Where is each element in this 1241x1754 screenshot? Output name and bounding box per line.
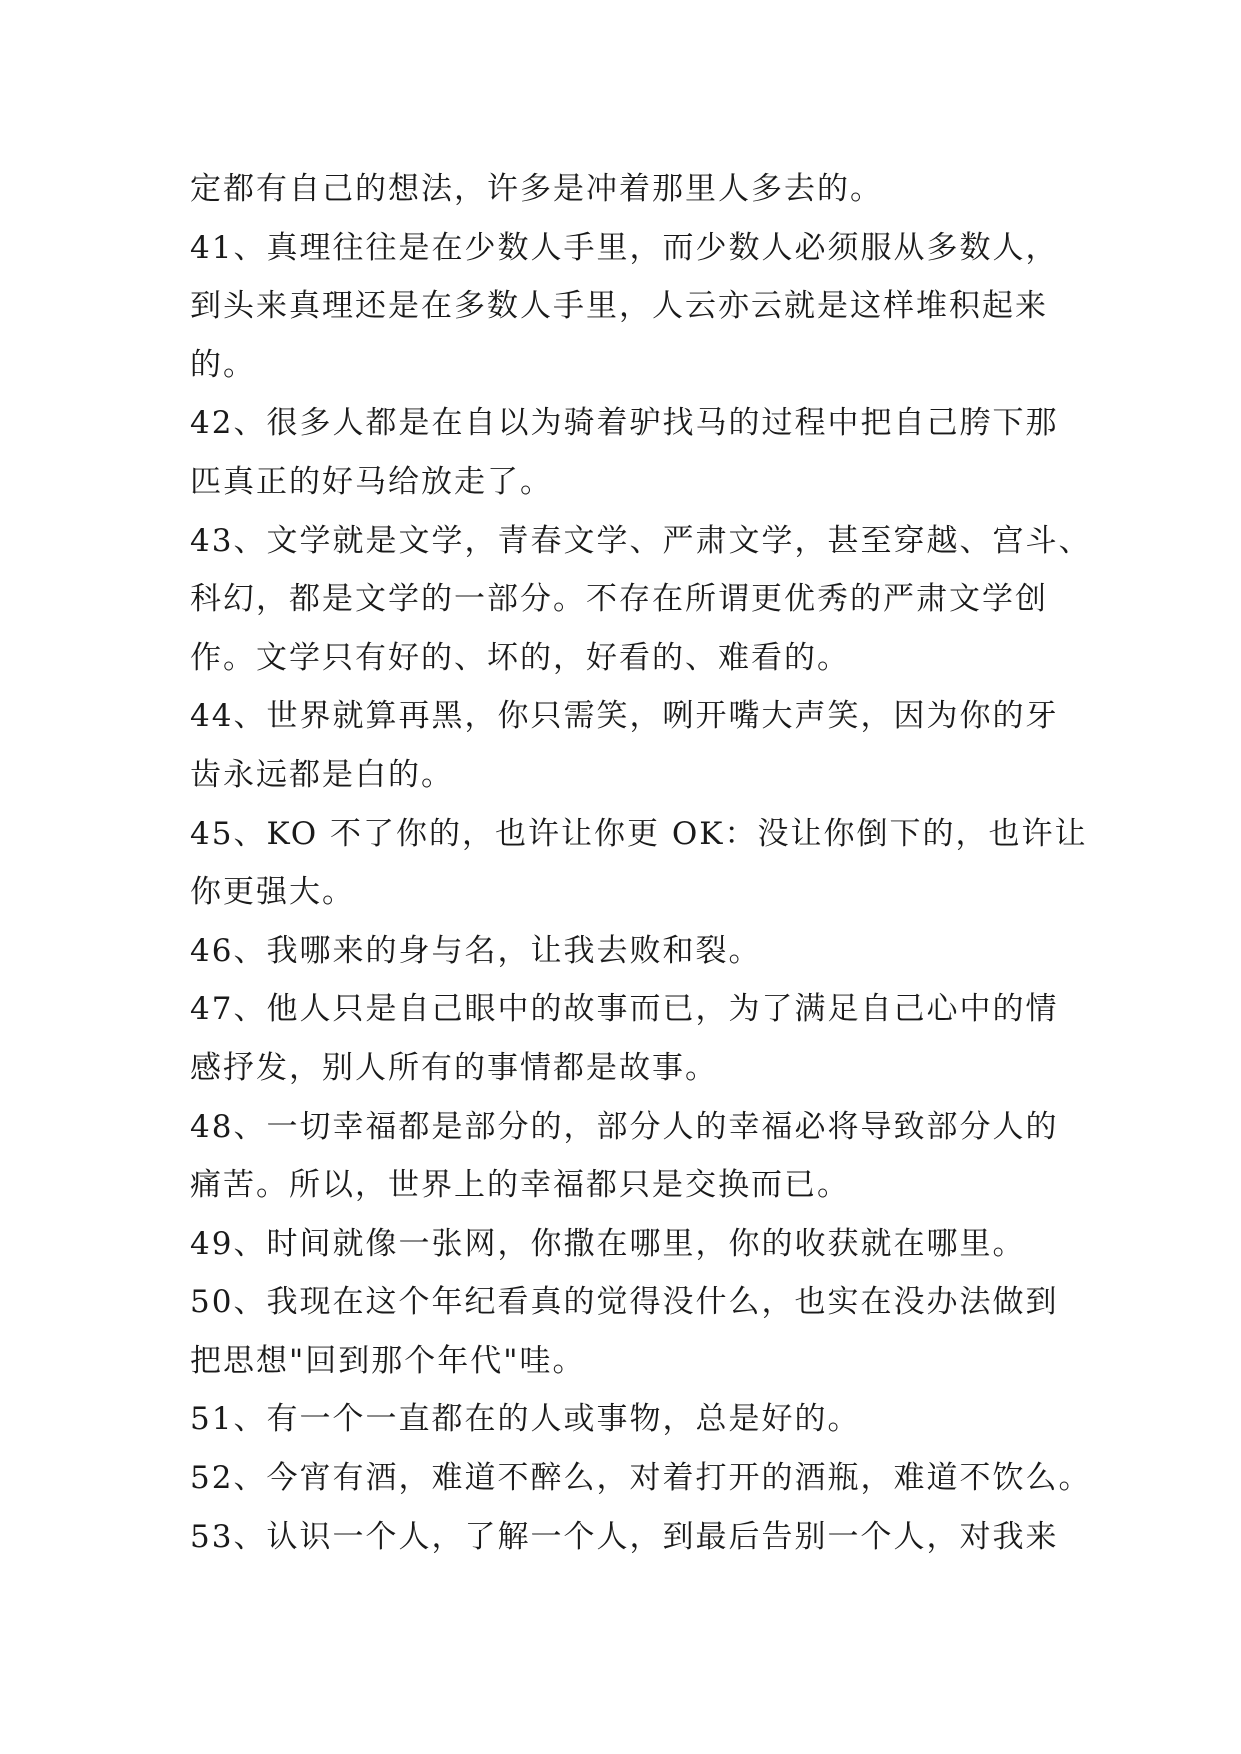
text-line: 44、世界就算再黑，你只需笑，咧开嘴大声笑，因为你的牙 <box>190 698 1059 735</box>
text-line: 49、时间就像一张网，你撒在哪里，你的收获就在哪里。 <box>190 1225 1026 1262</box>
text-line: 51、有一个一直都在的人或事物，总是好的。 <box>190 1401 861 1438</box>
text-line: 52、今宵有酒，难道不醉么，对着打开的酒瓶，难道不饮么。 <box>190 1460 1092 1497</box>
text-line: 定都有自己的想法，许多是冲着那里人多去的。 <box>190 171 883 207</box>
text-line: 47、他人只是自己眼中的故事而已，为了满足自己心中的情 <box>190 991 1059 1028</box>
text-line: 把思想"回到那个年代"哇。 <box>190 1342 586 1379</box>
text-line: 作。文学只有好的、坏的，好看的、难看的。 <box>190 639 850 676</box>
text-line: 42、很多人都是在自以为骑着驴找马的过程中把自己胯下那 <box>190 405 1059 442</box>
text-line: 的。 <box>190 346 256 383</box>
text-line: 到头来真理还是在多数人手里，人云亦云就是这样堆积起来 <box>190 288 1048 325</box>
text-line: 匹真正的好马给放走了。 <box>190 463 553 500</box>
text-line: 50、我现在这个年纪看真的觉得没什么，也实在没办法做到 <box>190 1284 1059 1321</box>
text-line: 科幻，都是文学的一部分。不存在所谓更优秀的严肃文学创 <box>190 581 1048 618</box>
text-line: 45、KO 不了你的，也许让你更 OK：没让你倒下的，也许让 <box>190 815 1088 852</box>
text-line: 43、文学就是文学，青春文学、严肃文学，甚至穿越、宫斗、 <box>190 522 1092 559</box>
text-line: 齿永远都是白的。 <box>190 756 454 793</box>
document-body <box>190 160 1092 1566</box>
text-line: 感抒发，别人所有的事情都是故事。 <box>190 1049 718 1086</box>
text-line: 46、我哪来的身与名，让我去败和裂。 <box>190 932 762 969</box>
text-line: 48、一切幸福都是部分的，部分人的幸福必将导致部分人的 <box>190 1108 1059 1145</box>
text-line: 53、认识一个人，了解一个人，到最后告别一个人，对我来 <box>190 1518 1059 1555</box>
text-line: 41、真理往往是在少数人手里，而少数人必须服从多数人， <box>190 229 1059 266</box>
text-line: 痛苦。所以，世界上的幸福都只是交换而已。 <box>190 1167 850 1204</box>
text-line: 你更强大。 <box>190 874 355 911</box>
